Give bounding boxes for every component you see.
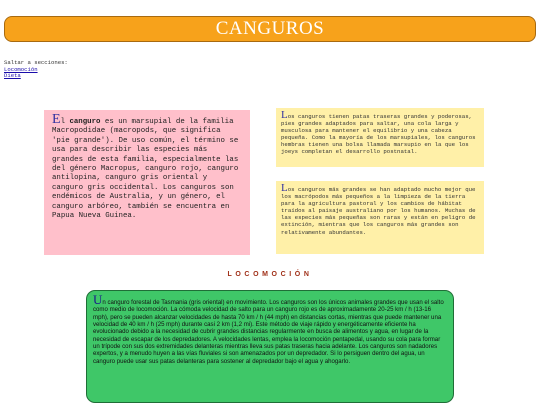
skip-label: Saltar a secciones: [4, 59, 68, 66]
locomocion-initial: U [93, 292, 103, 307]
locomocion-box [86, 290, 454, 403]
adaptation-initial: L [281, 182, 288, 194]
adaptation-text: os canguros más grandes se han adaptado mucho mejor que los macrópodos más pequeños a la limpieza de la tierra para la agricultura pastoral y los cambios de hábitat traídos al paisaje australiano por los humanos. Muchas de las especies más pequeñas son raras y están en peligro de extinción, mientras que los canguros más grandes son relativamente abundantes. [281, 186, 476, 236]
page-header [4, 16, 536, 42]
adaptation-box [276, 181, 484, 254]
section-title-locomocion: LOCOMOCIÓN [227, 271, 313, 278]
anatomy-text: os canguros tienen patas traseras grandes y poderosas, pies grandes adaptados para saltar, una cola larga y musculosa para mantener el equilibrio y una cabeza pequeña. Como la mayoría de los marsupiales, los canguros hembras tienen una bolsa llamada marsupio en la que los joeys completan el desarrollo postnatal. [281, 113, 476, 156]
intro-bold-term: canguro [69, 118, 101, 126]
intro-text: es un marsupial de la familia Macropodidae (macropods, que significa 'pie grande'). De uso común, el término se usa para describir las especies más grandes de esta familia, especialmente las del género Macropus, canguro rojo, canguro antilopina, canguro gris oriental y canguro gris occidental. Los canguros son endémicos de Australia, y un género, el canguro arbóreo, también se encuentra en Papua Nueva Guinea. [52, 118, 239, 221]
page-title: CANGUROS [215, 18, 325, 39]
anatomy-box [276, 108, 484, 167]
intro-initial: E [52, 112, 61, 127]
skip-navigation [4, 60, 68, 80]
intro-box [44, 110, 250, 255]
locomocion-text: n canguro forestal de Tasmania (gris oriental) en movimiento. Los canguros son los únicos animales grandes que usan el salto como medio de locomoción. La cómoda velocidad de salto para un canguro rojo es de aproximadamente 20-25 km / h (13-16 mph), pero se pueden alcanzar velocidades de hasta 70 km / h (44 mph) en distancias cortas, mientras que puede mantener una velocidad de 40 km / h (25 mph) durante casi 2 km (1,2 mi). Este método de viaje rápido y energéticamente eficiente ha evolucionado debido a la necesidad de cubrir grandes distancias regularmente en busca de alimentos y agua, en lugar de la necesidad de escapar de los depredadores. A velocidades lentas, emplea la locomoción pentapedal, usando su cola para formar un trípode con sus dos extremidades delanteras mientras lleva sus patas traseras hacia adelante. Los canguros son nadadores expertos, y a menudo huyen a las vías fluviales si son amenazados por un depredador. Si lo persiguen dentro del agua, un canguro puede usar sus patas delanteras para sostener al depredador bajo el agua y ahogarlo. [93, 299, 444, 365]
intro-pre: l [60, 118, 70, 126]
skip-link-dieta[interactable]: Dieta [4, 72, 21, 80]
anatomy-initial: L [281, 109, 288, 121]
skip-link-locomocion[interactable]: Locomoción [4, 65, 38, 73]
